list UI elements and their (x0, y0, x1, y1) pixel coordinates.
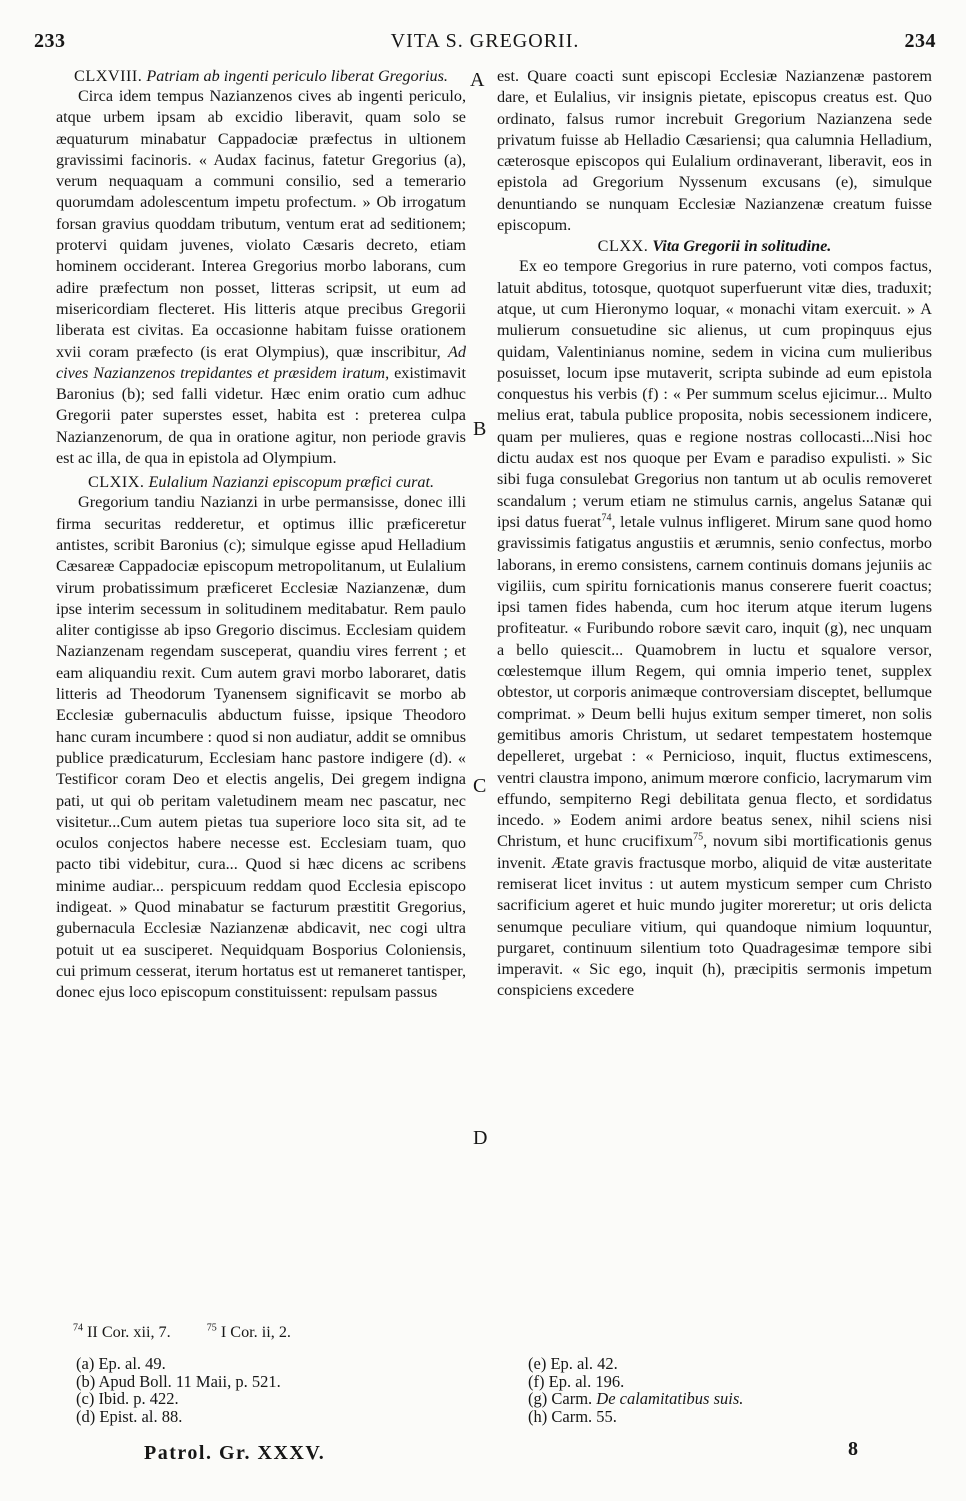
margin-letter-d: D (473, 1127, 488, 1149)
footnote: (h) Carm. 55. (528, 1406, 617, 1426)
section-heading-169 (56, 472, 466, 492)
note-text: II Cor. xii, 7. (87, 1323, 171, 1341)
note-ref-74: 74 (601, 512, 612, 524)
margin-letter-a: A (470, 69, 485, 91)
section-title: Vita Gregorii in solitudine. (652, 237, 832, 256)
running-title: VITA S. GREGORII. (390, 30, 580, 52)
section-title: Eulalium Nazianzi episcopum præfici curat. (148, 473, 435, 492)
note-ref-75: 75 (693, 832, 704, 843)
footnote: (c) Ibid. p. 422. (76, 1389, 179, 1408)
footnote: (a) Ep. al. 49. (76, 1354, 166, 1373)
footnote-italic: De calamitatibus suis. (596, 1389, 744, 1408)
note-number: 75 (206, 1322, 217, 1334)
footnote: (b) Apud Boll. 11 Maii, p. 521. (76, 1371, 281, 1391)
footnote: (e) Ep. al. 42. (528, 1354, 618, 1373)
text-run: , novum sibi mortificationis genus invenit. Ætate gravis fractusque morbo, aliquid de vitæ austeritate remiserat licet invitus : ut autem mysticum semper cum Christo sacrificium ageret et huic mundo jugiter moreretur; ut oris delicta senumque peculiare vitium, qui quandoque nimium loquuntur, purgaret, continuum silentium toto Quadragesimæ tempore sibi imperavit. « Sic ego, inquit (h), præcipitis sermonis impetum conspiciens excedere (497, 832, 932, 1000)
paragraph: Gregorium tandiu Nazianzi in urbe permansisse, donec illi firma securitas redderetur, et optimus illic præficeretur antistes, scribit Baronius (c); simulque egisse apud Helladium Cæsareæ Cappadociæ episcopum metropolitanum, ut Eulalium virum probatissimum præficeret Ecclesiæ Nazianzenæ, dum ipse interim secessum in solitudinem meditabatur. Rem paulo aliter contigisse ab ipso Gregorio discimus. Ecclesiam quidem Nazianzenam regendam susceperat, quandiu vires ferrent ; et eam aliquandiu rexit. Cum autem gravi morbo laboraret, datis litteris ad Theodorum Tyanensem significavit se morbo ab Ecclesiæ gubernaculis abductum fuisse, ipsique Theodoro hanc curam incumbere : quod si non audiatur, addit se omnibus publice prædicaturum, Ecclesiam hanc pastore indigere (d). « Testificor coram Deo et electis angelis, Dei gregem indigna pati, ut qui ob peritam valetudinem meam nec pascatur, nec visitetur...Cum autem pietas tua superiore loco sita sit, ad te oculos conjectos habere necesse est. Ecclesiam tuam, quo pacto tibi videbitur, cura... Quod si hæc dicens ac scribens minime audiar... perspicuum reddam quod Ecclesia episcopo indigeat. » Quod minabatur se facturum præstitit Gregorius, gubernacula Ecclesiæ Nazianzenæ abdicavit, nec cogi ultra potuit ut ea susciperet. Nequidquam Bosporius Coloniensis, cui primum cesserat, iterum hortatus est ut remaneret tantisper, donec ejus loco episcopum constituissent: repulsam passus (56, 493, 466, 1002)
running-head (34, 30, 936, 56)
text-run: , existimavit Baronius (b); sed falli videtur. Hæc enim oratio cum adhuc Gregorii pater superstes esset, habita est : preterea culpa Nazianzenorum, de qua in oratione agitur, non periode gravis est ac illa, de qua in epistola ad Olympium. (56, 363, 467, 468)
text-run: Circa idem tempus Nazianzenos cives ab ingenti periculo, atque urbem ipsam ab excidio liberavit, quam solo se æquaturum minabatur Cappadociæ præfectus in ultionem gravissimi facinoris. « Audax facinus, fatetur Gregorius (a), verum nequaquam a communi consilio, sed a temerario quorumdam adolescentum impetu profectum. » Ob irrogatum forsan gravius quoddam tributum, ventum erat ad seditionem; protervi quidam juvenes, violato Cæsaris decreto, etiam hominem occiderant. Interea Gregorius morbo laborans, cum adire præfectum non posset, litteras scripsit, ut eum ad misericordiam flecteret. His litteris atque precibus Gregorii liberata est civitas. Ea occasionne habitam fuisse orationem xvii coram præfecto (is erat Olympius), quæ inscribitur, (56, 87, 466, 361)
section-number: CLXIX. (87, 473, 145, 492)
text-run: , letale vulnus infligeret. Mirum sane quod homo gravissimis fatigatus angustiis et ærumnis, senio confectus, morbo laborans, in eremo consistens, carnem continuis domans jejuniis ac vigiliis, cum spiritu fornicationis manus conserere fuerit coactus; ipsi tamen fides habenda, cum hoc iterum atque iterum lugens profiteatur. « Furibundo robore sævit caro, inquit (g), nec unquam a bello quiescit... Quamobrem in luctu et squalore versor, cœlestemque illum Regem, qui omnia imperio tenet, supplex obtestor, ut corporis animæque controversiam disceptet, bellumque comprimat. » Deum belli hujus exitum semper timeret, non solis gemitibus amoris Christum, ut sedaret tempestatem hostemque depelleret, urgebat : « Pernicioso, inquit, fluctus extimescens, ventri claustra impono, animum mœrore conficio, lacrymarum vim effundo, sempiterno Regi debilitata genua flecto, et sordidatus incedo. » Eodem animi ardore beatus senex, nihil sciens nisi Christum, et hunc crucifixum (497, 512, 932, 851)
footnote: (d) Epist. al. 88. (76, 1406, 183, 1426)
text-run: Ex eo tempore Gregorius in rure paterno, voti compos factus, latuit abditus, totosque, quotquot superfuerunt vitæ dies, traduxit; atque, ut cum Hieronymo loquar, « monachi vitam exercuit. » A mulierum consuetudine sic alienus, ut cum propinquus ejus quidam, Valentinianus nomine, sedem in vicina cum mulieribus posuisset, locum ipse mutaverit, scripta subinde ad eum epistola conquestus his verbis (f) : « Per summum scelus ejicimur... Multo melius erat, tabula publice proposita, nobis secessionem indicere, quam per mulieres, quas e regione nostras collocasti...Nisi hoc dictu audax est nos quoque per Evam e paradiso expulisti. » Sic sibi fuga consulebat Gregorius non tantum ut ab oculis removeret scandalum ; verum etiam ne stimulus carnis, angelus Satanæ qui ipsi datus fuerat (497, 257, 932, 531)
margin-letter-b: B (473, 418, 487, 440)
footnote (528, 1390, 928, 1408)
section-number: CLXVIII. (74, 67, 143, 85)
section-heading-170 (497, 236, 932, 256)
footnotes-left (76, 1355, 476, 1425)
printer-signature: Patrol. Gr. XXXV. (144, 1442, 326, 1464)
margin-letter-c: C (473, 775, 487, 797)
right-column (497, 66, 932, 1002)
paragraph: est. Quare coacti sunt episcopi Ecclesiæ Nazianzenæ pastorem dare, et Eulalius, vir insignis pietate, episcopus creatus est. Quo ordinato, falsus rumor increbuit Gregorium Nazianzena sede privatum fuisse ab Helladio Cæsariensi; qua calumnia Helladium, cæterosque episcopos qui Eulalium ordinaverant, liberavit, eos in epistola ad Gregorium Nyssenum excusans (e), simulque denuntiando se nunquam Ecclesiæ Nazianzenæ creatum fuisse episcopum. (497, 67, 932, 235)
page-number-left: 233 (34, 30, 66, 52)
section-number: CLXX. (597, 237, 649, 256)
footnote-text: (g) Carm. (528, 1389, 597, 1408)
footnote: (f) Ep. al. 196. (528, 1371, 625, 1391)
sheet-number: 8 (848, 1438, 858, 1460)
section-heading-168 (56, 66, 466, 86)
footnotes-right (528, 1355, 928, 1425)
page-number-right: 234 (904, 30, 936, 52)
paragraph (56, 86, 466, 469)
paragraph (497, 256, 932, 1001)
note-number: 74 (73, 1322, 83, 1334)
left-column (56, 66, 466, 1003)
note-text: I Cor. ii, 2. (220, 1323, 291, 1341)
section-title: Patriam ab ingenti periculo liberat Gregorius. (146, 67, 448, 85)
scripture-notes (73, 1322, 493, 1342)
italic-title: Ad cives Nazianzenos trepidantes et præsidem iratum (56, 342, 466, 382)
